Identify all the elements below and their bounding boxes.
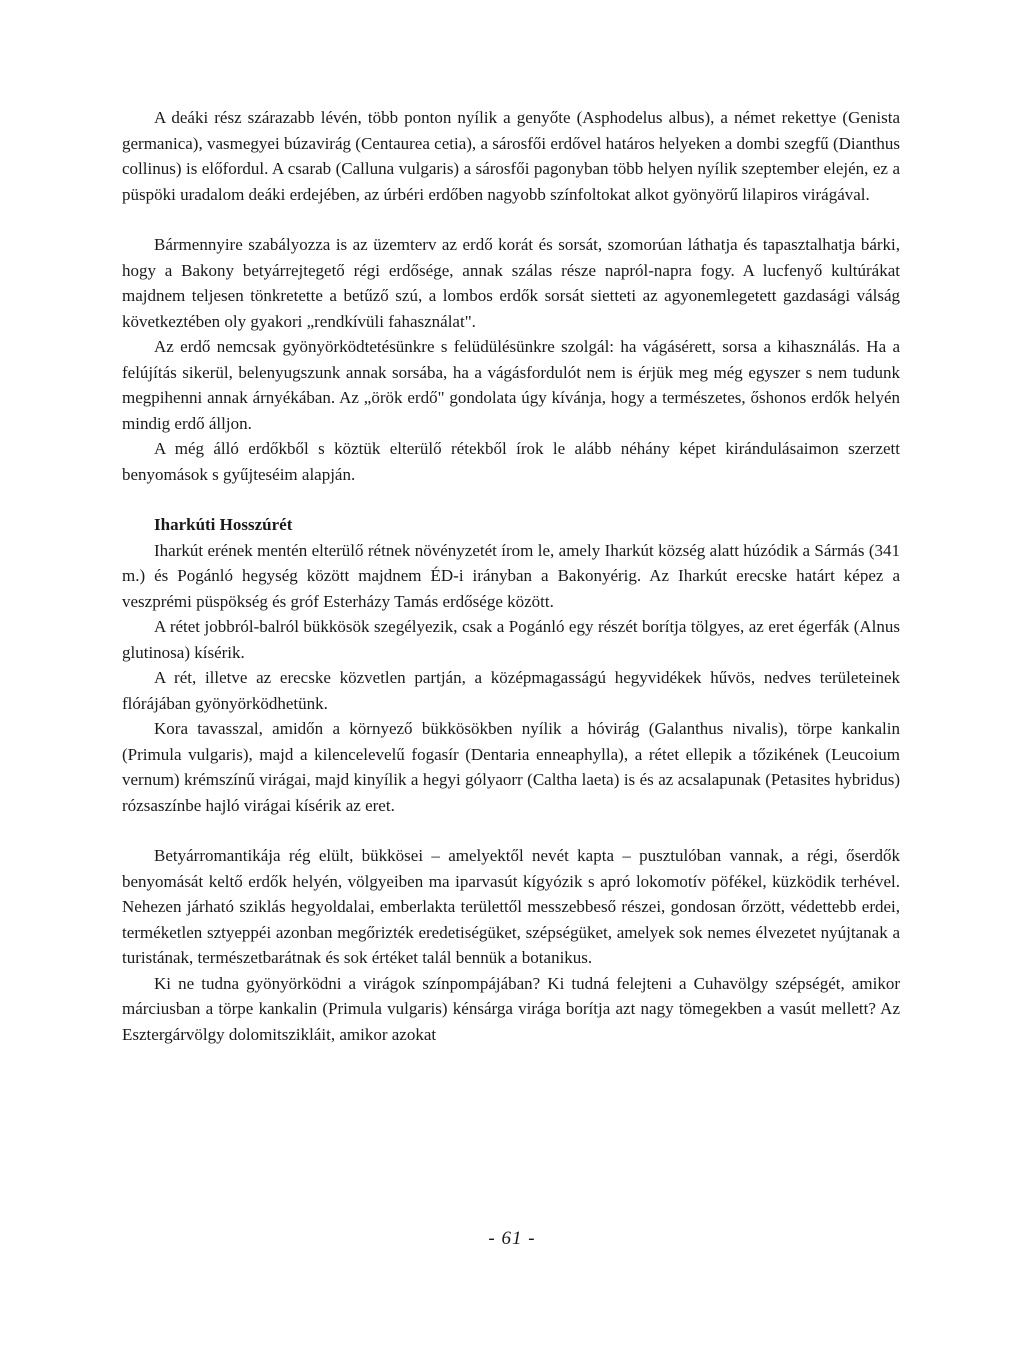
section-paragraph: A rét, illetve az erecske közvetlen partján, a középmagasságú hegyvidékek hűvös, nedves területeinek flórájában gyönyörködhetünk. — [122, 668, 900, 713]
section-paragraph: Kora tavasszal, amidőn a környező bükkösökben nyílik a hóvirág (Galanthus nivalis), törpe kankalin (Primula vulgaris), majd a kilencelevelű fogasír (Dentaria enneaphylla), a rétet ellepik a tőzikének (Leucoium vernum) krémszínű virágai, majd kinyílik a hegyi gólyaorr (Caltha laeta) is és az acsalapunak (Petasites hybridus) rózsaszínbe hajló virágai kísérik az eret. — [122, 719, 900, 815]
section-paragraph: Iharkút erének mentén elterülő rétnek növényzetét írom le, amely Iharkút község alatt húzódik a Sármás (341 m.) és Pogánló hegység között majdnem ÉD-i irányban a Bakonyérig. Az Iharkút erecske határt képez a veszprémi püspökség és gróf Esterházy Tamás erdősége között. — [122, 540, 900, 611]
body-paragraph: Bármennyire szabályozza is az üzemterv az erdő korát és sorsát, szomorúan láthatja és tapasztalhatja bárki, hogy a Bakony betyárrejtegető régi erdősége, annak szálas része napról-napra fogy. A lucfenyő kultúrákat majdnem teljesen tönkretette a betűző szú, a lombos erdők sorsát sietteti az agyonemlegetett gazdasági válság következtében oly gyakori „rendkívüli fahasználat". — [122, 235, 900, 331]
closing-paragraph: Ki ne tudna gyönyörködni a virágok színpompájában? Ki tudná felejteni a Cuhavölgy szépségét, amikor márciusban a törpe kankalin (Primula vulgaris) kénsárga virága borítja azt nagy tömegekben a vasút mellett? Az Esztergárvölgy dolomitszikláit, amikor azokat — [122, 973, 900, 1044]
body-paragraph: A még álló erdőkből s köztük elterülő rétekből írok le alább néhány képet kirándulásaimon szerzett benyomások s gyűjteséim alapján. — [122, 439, 900, 484]
section-heading: Iharkúti Hosszúrét — [154, 515, 293, 534]
closing-paragraph: Betyárromantikája rég elült, bükkösei – amelyektől nevét kapta – pusztulóban vannak, a régi, őserdők benyomását keltő erdők helyén, völgyeiben ma iparvasút kígyózik s apró lokomotív pöfékel, küzködik terhével. Nehezen járható sziklás hegyoldalai, emberlakta területtől messzebbeső részei, gondosan őrzött, védettebb erdei, terméketlen sztyeppéi azonban megőrizték eredetiségüket, szépségüket, amelyek sok nemes élvezetet nyújtanak a turistának, természetbarátnak és sok értéket talál bennük a botanikus. — [122, 846, 900, 967]
document-page — [122, 105, 900, 1047]
body-paragraph: A deáki rész szárazabb lévén, több ponton nyílik a genyőte (Asphodelus albus), a német rekettye (Genista germanica), vasmegyei búzavirág (Centaurea cetia), a sárosfői erdővel határos helyeken a dombi szegfű (Dianthus collinus) is előfordul. A csarab (Calluna vulgaris) a sárosfői pagonyban több helyen nyílik szeptember elején, ez a püspöki uradalom deáki erdejében, az úrbéri erdőben nagyobb színfoltokat alkot gyönyörű lilapiros virágával. — [122, 108, 900, 204]
page-number: - 61 - — [488, 1228, 536, 1249]
section-paragraph: A rétet jobbról-balról bükkösök szegélyezik, csak a Pogánló egy részét borítja tölgyes, az eret égerfák (Alnus glutinosa) kísérik. — [122, 617, 900, 662]
body-paragraph: Az erdő nemcsak gyönyörködtetésünkre s felüdülésünkre szolgál: ha vágásérett, sorsa a kihasználás. Ha a felújítás sikerül, belenyugszunk annak sorsába, ha a vágásfordulót nem is érjük meg még egyszer s nem tudunk megpihenni annak árnyékában. Az „örök erdő" gondolata úgy kívánja, hogy a természetes, őshonos erdők helyén mindig erdő álljon. — [122, 337, 900, 433]
